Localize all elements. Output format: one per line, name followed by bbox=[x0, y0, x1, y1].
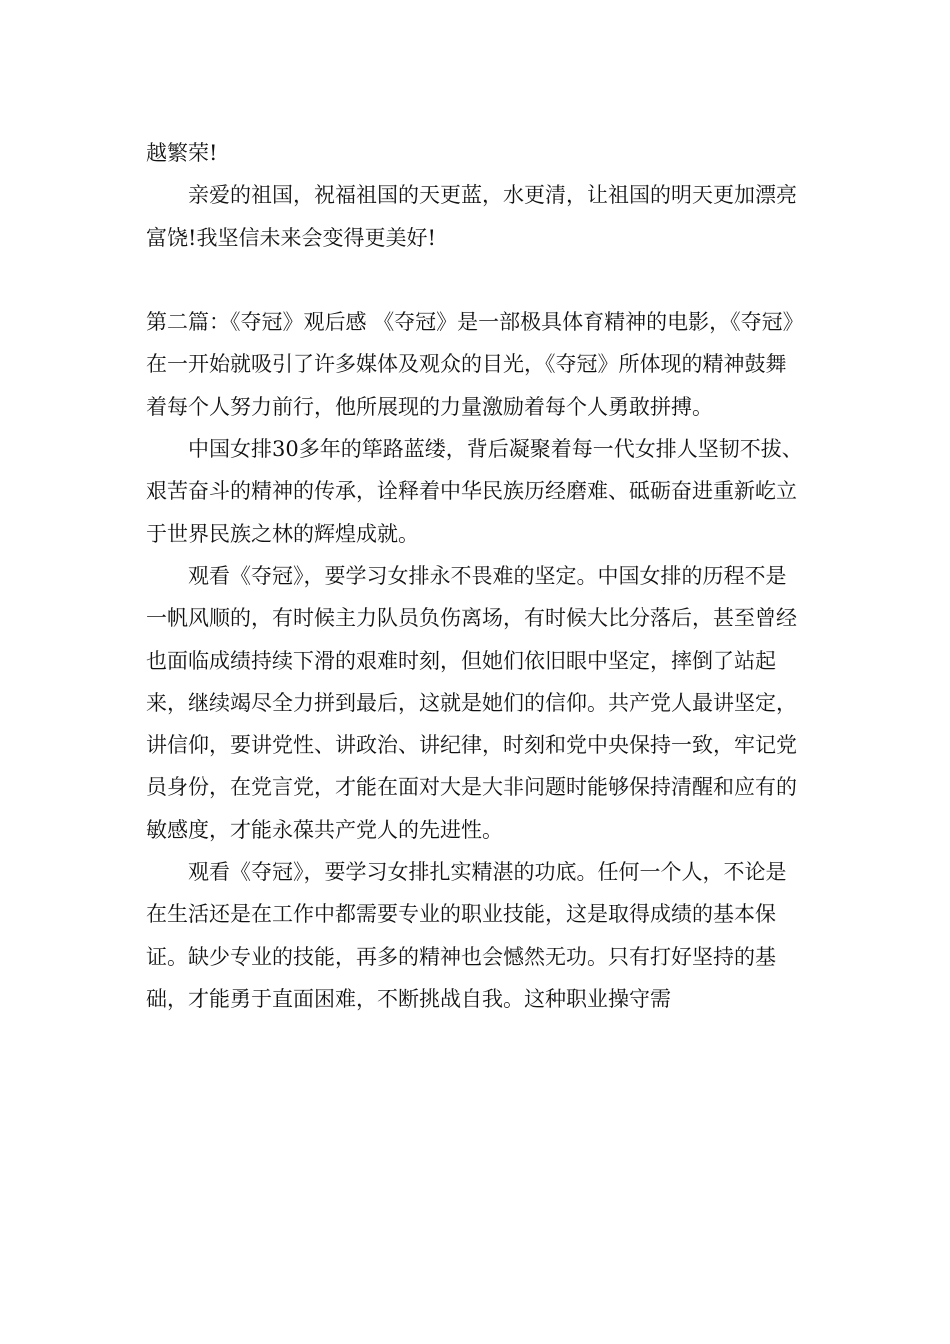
blank-line bbox=[146, 259, 806, 301]
section-heading: 第二篇：《夺冠》观后感 bbox=[146, 310, 367, 335]
paragraph-continuation: 越繁荣! bbox=[146, 141, 218, 165]
paragraph-perseverance: 观看《夺冠》，要学习女排永不畏难的坚定。中国女排的历程不是一帆风顺的，有时候主力队员负伤离场，有时候大比分落后，甚至曾经也面临成绩持续下滑的艰难时刻，但她们依旧眼中坚定，摔倒了站起来，继续竭尽全力拼到最后，这就是她们的信仰。共产党人最讲坚定，讲信仰，要讲党性、讲政治、讲纪律，时刻和党中央保持一致，牢记党员身份，在党言党，才能在面对大是大非问题时能够保持清醒和应有的敏感度，才能永葆共产党人的先进性。 bbox=[146, 563, 797, 842]
paragraph-blessing: 亲爱的祖国，祝福祖国的天更蓝，水更清，让祖国的明天更加漂亮富饶!我坚信未来会变得更美好! bbox=[146, 183, 797, 250]
document-body bbox=[146, 132, 806, 1020]
section-intro-text: 《夺冠》是一部极具体育精神的电影，《夺冠》在一开始就吸引了许多媒体及观众的目光，《夺冠》所体现的精神鼓舞着每个人努力前行，他所展现的力量激励着每个人勇敢拼搏。 bbox=[146, 310, 804, 419]
paragraph-history: 中国女排30多年的筚路蓝缕，背后凝聚着每一代女排人坚韧不拔、艰苦奋斗的精神的传承，诠释着中华民族历经磨难、砥砺奋进重新屹立于世界民族之林的辉煌成就。 bbox=[146, 437, 803, 546]
paragraph-skills: 观看《夺冠》，要学习女排扎实精湛的功底。任何一个人，不论是在生活还是在工作中都需要专业的职业技能，这是取得成绩的基本保证。缺少专业的技能，再多的精神也会憾然无功。只有打好坚持的基础，才能勇于直面困难，不断挑战自我。这种职业操守需 bbox=[146, 860, 787, 1011]
paragraph-section-intro bbox=[146, 301, 806, 428]
